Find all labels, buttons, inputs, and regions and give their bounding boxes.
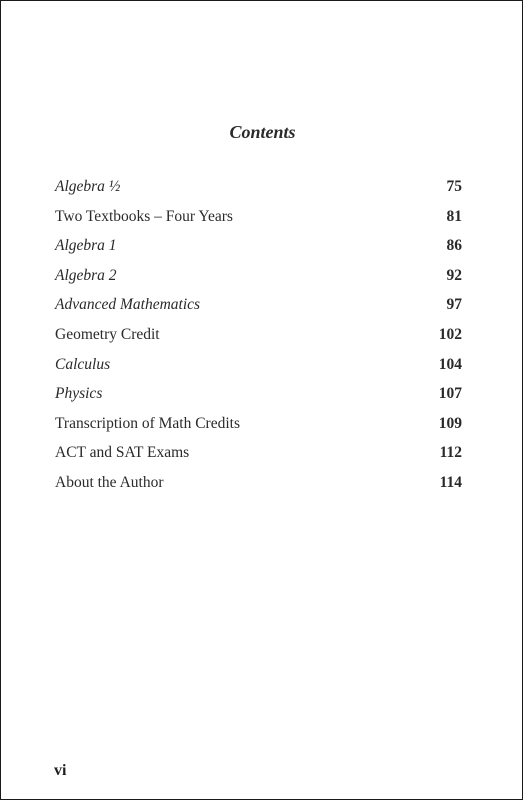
- toc-entry: [55, 206, 462, 236]
- toc-entry-page: 75: [446, 178, 462, 195]
- toc-entry: [55, 324, 462, 354]
- toc-entry-page: 102: [438, 325, 462, 343]
- toc-entry: [55, 383, 462, 413]
- toc-entry-page: 109: [438, 414, 462, 432]
- toc-entry: [55, 354, 462, 384]
- toc-entry: [55, 294, 462, 324]
- toc-entry-title: Algebra 2: [55, 266, 117, 284]
- toc-entry: [55, 472, 462, 502]
- table-of-contents: [55, 176, 462, 502]
- toc-entry-title: ACT and SAT Exams: [55, 444, 190, 462]
- toc-entry-page: 86: [446, 237, 462, 255]
- toc-entry-title: Geometry Credit: [55, 325, 160, 343]
- toc-entry-title: Physics: [55, 385, 103, 403]
- toc-entry-page: 107: [438, 385, 462, 403]
- toc-entry-page: 97: [446, 296, 462, 314]
- contents-heading: Contents: [229, 122, 296, 142]
- toc-entry-title: About the Author: [55, 473, 164, 491]
- toc-entry-title: Advanced Mathematics: [55, 296, 201, 314]
- toc-entry-title: Two Textbooks – Four Years: [55, 207, 233, 225]
- toc-entry: [55, 265, 462, 295]
- toc-entry: [55, 442, 462, 472]
- toc-entry-page: 81: [446, 207, 462, 225]
- toc-entry: [55, 235, 462, 265]
- toc-entry-page: 92: [446, 266, 462, 284]
- toc-entry-page: 114: [439, 473, 462, 491]
- toc-entry: [55, 176, 462, 206]
- toc-entry-page: 112: [439, 444, 462, 462]
- toc-entry-title: Transcription of Math Credits: [55, 414, 240, 432]
- toc-entry-title: Algebra 1: [55, 237, 117, 255]
- page-number: vi: [54, 762, 67, 779]
- toc-entry: [55, 413, 462, 443]
- toc-entry-title: Algebra ½: [55, 178, 121, 195]
- toc-entry-page: 104: [438, 355, 462, 373]
- toc-entry-title: Calculus: [55, 355, 111, 373]
